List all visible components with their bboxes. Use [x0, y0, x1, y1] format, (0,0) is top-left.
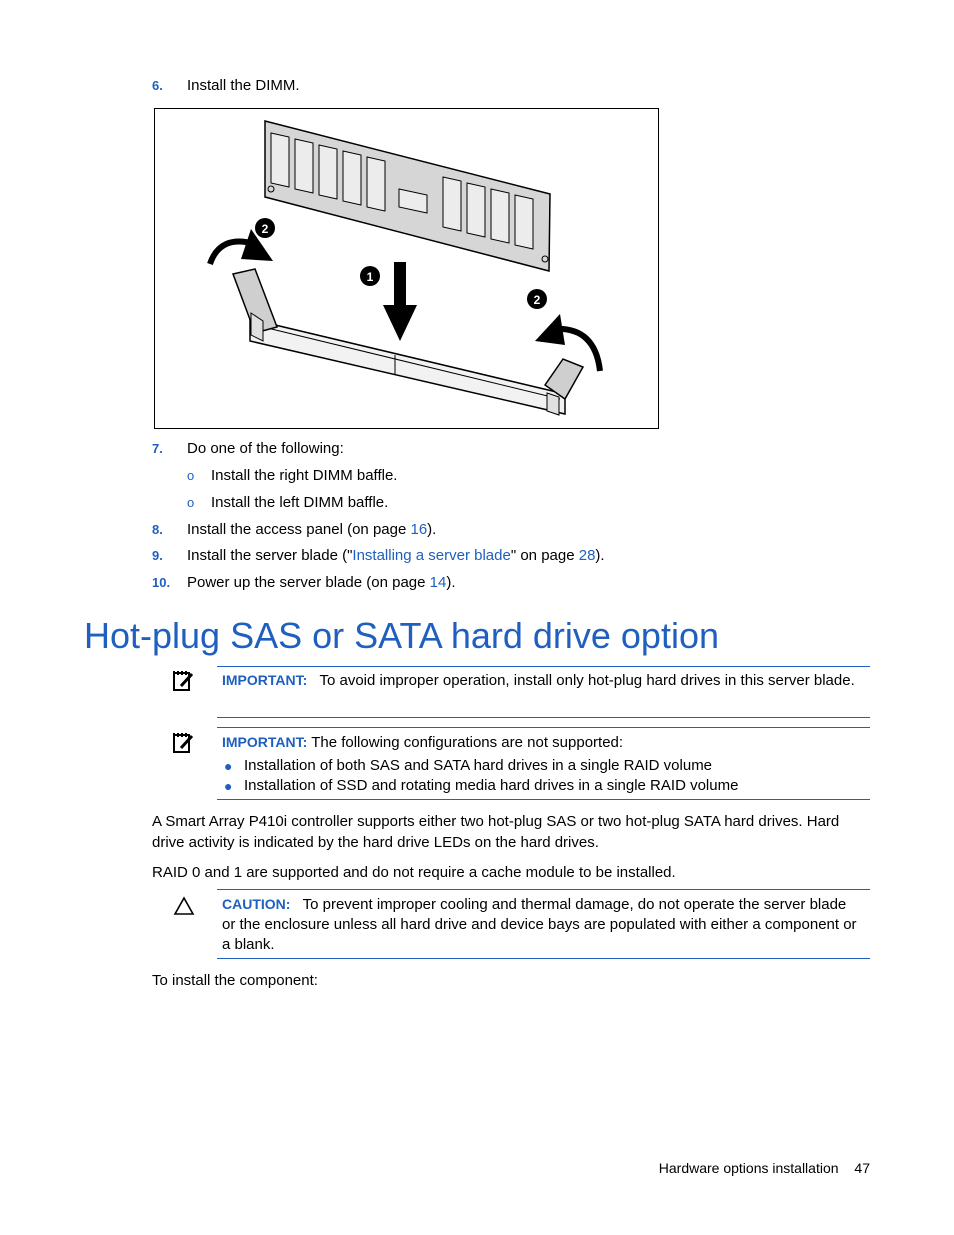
paragraph-2: RAID 0 and 1 are supported and do not require a cache module to be installed. — [152, 864, 676, 881]
bullet-icon: ● — [224, 758, 233, 774]
important-notepad-icon — [172, 669, 196, 693]
step-text: Install the server blade ("Installing a server blade" on page 28). — [187, 547, 605, 564]
important-2-bullet-1 — [224, 756, 713, 777]
paragraph-3: To install the component: — [152, 972, 318, 989]
important-text: To avoid improper operation, install only hot-plug hard drives in this server blade. — [319, 672, 855, 689]
important-1-bottom-rule — [217, 717, 870, 718]
step-number: 8. — [152, 522, 163, 537]
important-2-top-rule — [217, 727, 870, 728]
step-7-option-1 — [187, 466, 398, 486]
footer-section: Hardware options installation — [658, 1160, 839, 1176]
page-link[interactable]: 16 — [410, 521, 428, 538]
step-6 — [152, 76, 300, 96]
section-title: Hot-plug SAS or SATA hard drive option — [84, 615, 719, 656]
caution-line-1 — [222, 894, 846, 915]
step-number: 6. — [152, 78, 163, 93]
page-link[interactable]: 28 — [578, 547, 596, 564]
section-link[interactable]: Installing a server blade — [352, 547, 511, 564]
callout-2-left: 2 — [261, 222, 269, 236]
step-10 — [152, 573, 456, 593]
caution-top-rule — [217, 889, 870, 890]
paragraph-1-line-2: drive activity is indicated by the hard drive LEDs on the hard drives. — [152, 834, 599, 851]
callout-1: 1 — [366, 270, 374, 284]
bullet-text: Installation of both SAS and SATA hard drives in a single RAID volume — [244, 757, 713, 774]
important-2-bottom-rule — [217, 799, 870, 800]
step-text: Install the DIMM. — [187, 77, 300, 94]
important-2-bullet-2 — [224, 776, 739, 797]
page-footer — [659, 1158, 870, 1178]
option-text: Install the right DIMM baffle. — [211, 467, 398, 484]
step-text: Power up the server blade (on page 14). — [187, 574, 456, 591]
caution-label: CAUTION: — [222, 896, 291, 912]
important-1 — [222, 670, 855, 691]
step-number: 9. — [152, 548, 163, 563]
dimm-install-figure — [154, 108, 659, 429]
dimm-install-illustration — [155, 109, 658, 428]
important-1-top-rule — [217, 666, 870, 667]
caution-line-2: or the enclosure unless all hard drive and device bays are populated with either a component or — [222, 916, 857, 933]
important-2 — [222, 732, 623, 753]
step-9 — [152, 546, 605, 566]
step-text: Install the access panel (on page 16). — [187, 521, 437, 538]
sub-bullet-icon: o — [187, 495, 195, 510]
option-text: Install the left DIMM baffle. — [211, 494, 389, 511]
step-number: 7. — [152, 441, 163, 456]
caution-text: To prevent improper cooling and thermal damage, do not operate the server blade — [302, 896, 847, 913]
important-notepad-icon — [172, 731, 196, 755]
important-label: IMPORTANT: — [222, 734, 308, 750]
step-text: Do one of the following: — [187, 440, 344, 457]
important-label: IMPORTANT: — [222, 672, 308, 688]
step-7-option-2 — [187, 493, 389, 513]
step-7 — [152, 439, 344, 459]
caution-triangle-icon — [173, 896, 195, 916]
step-number: 10. — [152, 575, 171, 590]
important-text: The following configurations are not supported: — [311, 734, 624, 751]
page-link[interactable]: 14 — [429, 574, 447, 591]
footer-page-number: 47 — [854, 1160, 870, 1176]
bullet-text: Installation of SSD and rotating media hard drives in a single RAID volume — [244, 777, 739, 794]
callout-2-right: 2 — [533, 293, 541, 307]
step-8 — [152, 520, 437, 540]
paragraph-1-line-1: A Smart Array P410i controller supports either two hot-plug SAS or two hot-plug SATA hard drives. Hard — [152, 813, 840, 830]
bullet-icon: ● — [224, 778, 233, 794]
sub-bullet-icon: o — [187, 468, 195, 483]
caution-line-3: a blank. — [222, 936, 275, 953]
caution-bottom-rule — [217, 958, 870, 959]
